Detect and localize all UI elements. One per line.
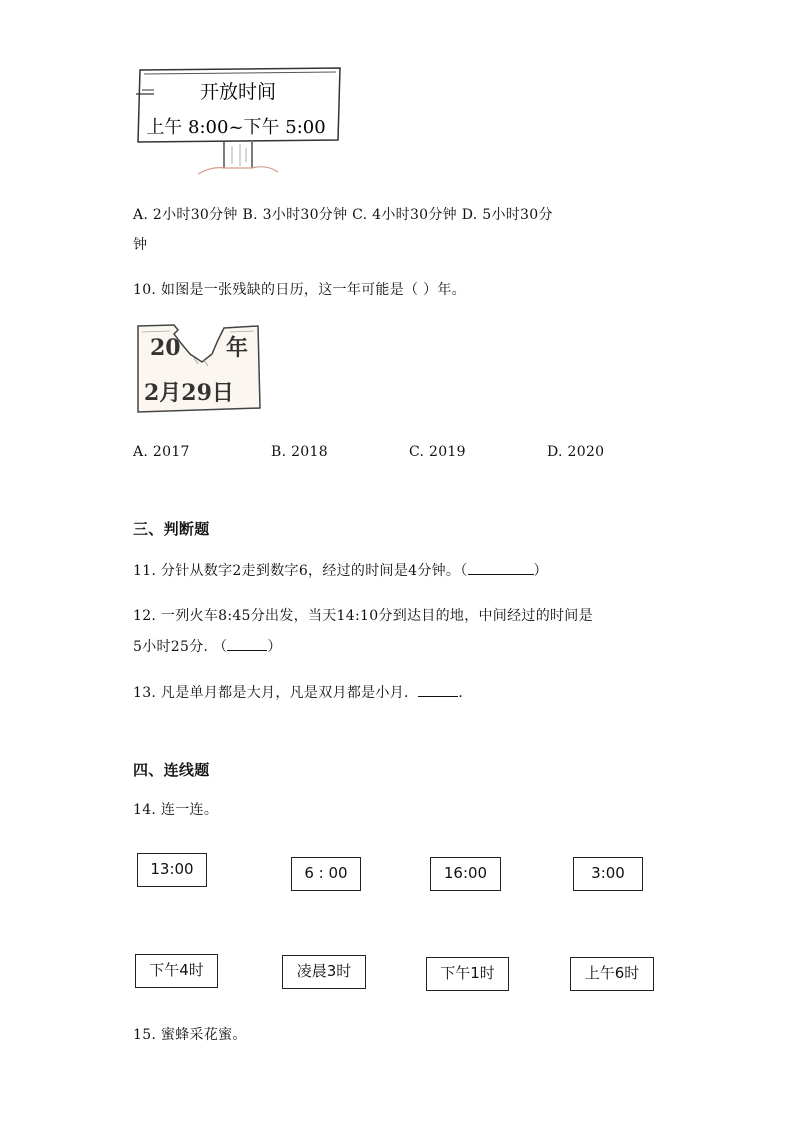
sign-hours: 上午 8:00~下午 5:00 [146, 117, 326, 138]
q11-close: ） [533, 563, 548, 579]
q12-answer-blank[interactable] [227, 636, 267, 651]
phrase-box-2[interactable]: 凌晨3时 [282, 955, 366, 989]
q10-stem: 10. 如图是一张残缺的日历，这一年可能是（ ）年。 [133, 282, 466, 298]
q13-text: 13. 凡是单月都是大月，凡是双月都是小月． [133, 685, 419, 701]
q15-stem: 15. 蜜蜂采花蜜。 [133, 1027, 247, 1043]
section4-title: 四、连线题 [133, 761, 210, 779]
calendar-year-suffix: 年 [226, 335, 249, 361]
section3-title: 三、判断题 [133, 520, 210, 538]
q11 [133, 560, 548, 581]
q12-text: 5小时25分. （ [133, 639, 228, 655]
q10-option-a: A. 2017 [133, 444, 190, 460]
q11-text: 11. 分针从数字2走到数字6，经过的时间是4分钟。（ [133, 563, 468, 579]
time-box-1[interactable]: 13:00 [137, 853, 207, 887]
q13 [133, 682, 473, 703]
q10-option-c: C. 2019 [409, 444, 466, 460]
q13-answer-blank[interactable] [418, 682, 458, 697]
q9-options-line1: A. 2小时30分钟 B. 3小时30分钟 C. 4小时30分钟 D. 5小时30分 [133, 207, 553, 223]
time-box-4[interactable]: 3:00 [573, 857, 643, 891]
q9-options-line2: 钟 [133, 237, 148, 253]
q12-line1: 12. 一列火车8:45分出发，当天14:10分到达目的地，中间经过的时间是 [133, 608, 593, 624]
q12-close: ） [267, 639, 282, 655]
sign-title: 开放时间 [199, 81, 277, 103]
q10-option-d: D. 2020 [547, 444, 605, 460]
phrase-box-4[interactable]: 上午6时 [570, 957, 654, 991]
q13-end: ． [458, 685, 473, 701]
calendar-year-prefix: 20 [150, 335, 181, 361]
time-box-3[interactable]: 16:00 [430, 857, 501, 891]
torn-calendar-image [134, 320, 262, 416]
q14-stem: 14. 连一连。 [133, 802, 219, 818]
time-box-2[interactable]: 6 : 00 [291, 857, 361, 891]
phrase-box-1[interactable]: 下午4时 [135, 954, 218, 988]
q12-line2 [133, 636, 282, 657]
opening-hours-sign-image [132, 64, 344, 178]
phrase-box-3[interactable]: 下午1时 [426, 957, 509, 991]
q10-option-b: B. 2018 [271, 444, 328, 460]
q11-answer-blank[interactable] [468, 560, 534, 575]
calendar-date: 2月29日 [144, 380, 234, 406]
